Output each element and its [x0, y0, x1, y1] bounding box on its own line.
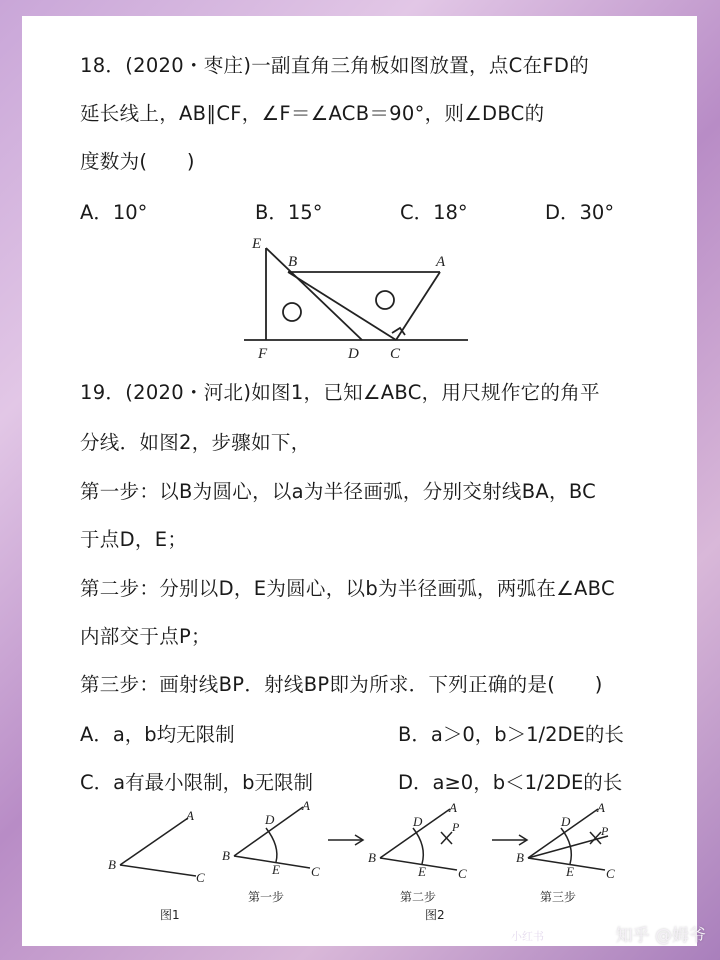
svg-text:D: D: [265, 812, 275, 827]
svg-text:B: B: [108, 857, 116, 872]
q19-line-6: 内部交于点P；: [80, 625, 211, 648]
q19-line-3: 第一步：以B为圆心，以a为半径画弧，分别交射线BA，BC: [80, 480, 597, 503]
svg-text:B: B: [516, 850, 524, 865]
svg-text:P: P: [601, 824, 609, 838]
q18-line-3: 度数为( ): [80, 150, 195, 173]
svg-text:A: A: [449, 800, 457, 815]
svg-text:A: A: [597, 800, 605, 815]
watermark: 知乎 @姆爷: [615, 926, 706, 946]
q19-line-2: 分线．如图2，步骤如下，: [80, 431, 311, 454]
q18-option-d: D．30°: [545, 201, 615, 224]
fig2-caption: 图2: [425, 908, 445, 922]
q19-figure-construction: [100, 798, 630, 928]
svg-text:E: E: [418, 864, 426, 879]
svg-text:P: P: [452, 820, 460, 834]
svg-text:B: B: [222, 848, 230, 863]
svg-text:D: D: [561, 814, 571, 829]
q19-line-5: 第二步：分别以D，E为圆心，以b为半径画弧，两弧在∠ABC: [80, 577, 615, 600]
label-E: E: [252, 236, 262, 252]
svg-text:A: A: [302, 798, 310, 813]
fig1-caption: 图1: [160, 908, 180, 922]
q18-figure-triangles: [240, 230, 480, 362]
svg-text:A: A: [186, 808, 194, 823]
svg-text:C: C: [458, 866, 467, 881]
svg-text:C: C: [196, 870, 205, 885]
label-B: B: [288, 254, 298, 270]
q19-line-7: 第三步：画射线BP．射线BP即为所求．下列正确的是( ): [80, 673, 603, 696]
q18-option-b: B．15°: [255, 201, 323, 224]
svg-text:E: E: [566, 864, 574, 879]
q18-option-c: C．18°: [400, 201, 468, 224]
label-D: D: [348, 346, 359, 362]
svg-text:E: E: [272, 862, 280, 877]
q19-line-4: 于点D，E；: [80, 528, 188, 551]
q19-option-a: A．a，b均无限制: [80, 723, 235, 746]
q19-option-c: C．a有最小限制，b无限制: [80, 771, 313, 794]
q18-line-1: 18．(2020・枣庄)一副直角三角板如图放置，点C在FD的: [80, 54, 590, 77]
q18-line-2: 延长线上，AB∥CF，∠F＝∠ACB＝90°，则∠DBC的: [80, 102, 545, 125]
step3-caption: 第三步: [540, 890, 577, 904]
step1-caption: 第一步: [248, 890, 285, 904]
q19-option-d: D．a≥0，b＜1/2DE的长: [398, 771, 623, 794]
q18-option-a: A．10°: [80, 201, 148, 224]
label-F: F: [258, 346, 268, 362]
svg-text:D: D: [413, 814, 423, 829]
svg-text:C: C: [311, 864, 320, 879]
watermark-small: 小红书: [511, 930, 544, 943]
q19-option-b: B．a＞0，b＞1/2DE的长: [398, 723, 624, 746]
label-C: C: [390, 346, 401, 362]
svg-text:C: C: [606, 866, 615, 881]
svg-text:B: B: [368, 850, 376, 865]
label-A: A: [436, 254, 446, 270]
q19-line-1: 19．(2020・河北)如图1，已知∠ABC，用尺规作它的角平: [80, 381, 600, 404]
step2-caption: 第二步: [400, 890, 437, 904]
